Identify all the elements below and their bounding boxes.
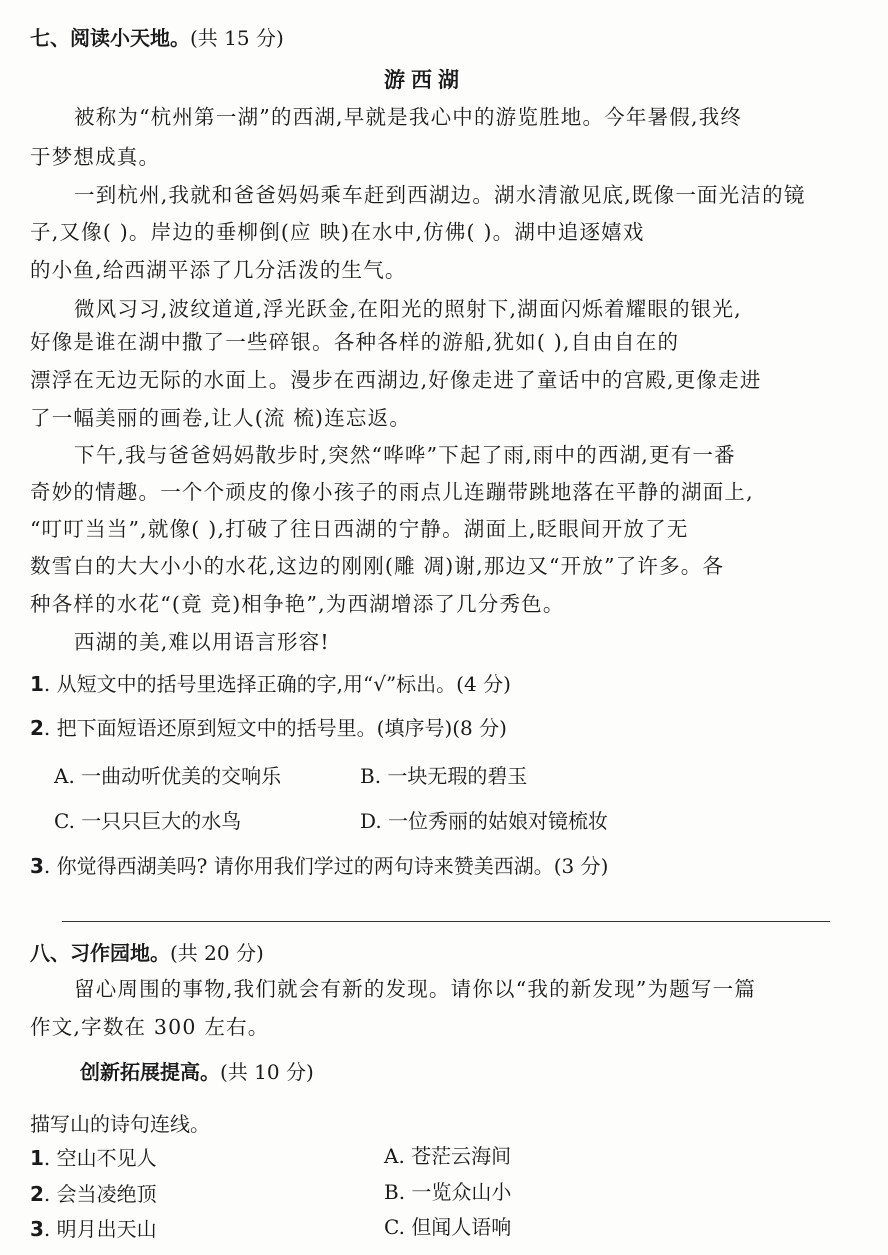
item-text: . 会当凌绝顶 [43,1182,157,1206]
passage-line: 种各样的水花“(竟 竞)相争艳”,为西湖增添了几分秀色。 [30,592,565,616]
question-number: 2 [30,716,44,740]
passage-line: 好像是谁在湖中撒了一些碎银。各种各样的游船,犹如( ),自由自在的 [30,330,680,354]
section-7-score: (共 15 分) [190,26,284,50]
passage-line: 西湖的美,难以用语言形容! [74,630,330,654]
essay-prompt-line: 作文,字数在 300 左右。 [30,1015,270,1039]
section-7-title: 七、阅读小天地。 [30,26,190,50]
section-8-score: (共 20 分) [170,941,264,965]
answer-line [62,921,830,922]
question-text: . 你觉得西湖美吗? 请你用我们学过的两句诗来赞美西湖。(3 分) [43,854,609,878]
question-1 [30,668,511,697]
passage-line: 了一幅美丽的画卷,让人(流 梳)连忘返。 [30,406,412,430]
extra-instruction: 描写山的诗句连线。 [30,1112,210,1136]
poem-left-2 [30,1178,157,1207]
section-8-title: 八、习作园地。 [30,941,170,965]
passage-line: 漂浮在无边无际的水面上。漫步在西湖边,好像走进了童话中的宫殿,更像走进 [30,368,762,392]
item-number: 3 [30,1217,44,1241]
item-number: 1 [30,1146,44,1170]
passage-line: 微风习习,波纹道道,浮光跃金,在阳光的照射下,湖面闪烁着耀眼的银光, [74,297,742,321]
extra-score: (共 10 分) [220,1060,314,1084]
option-a: A. 一曲动听优美的交响乐 [54,764,282,788]
question-3 [30,850,608,879]
passage-line: 于梦想成真。 [30,145,161,169]
question-text: . 把下面短语还原到短文中的括号里。(填序号)(8 分) [43,716,507,740]
passage-line: 下午,我与爸爸妈妈散步时,突然“哗哗”下起了雨,雨中的西湖,更有一番 [74,443,736,467]
section-7-heading [30,22,284,51]
item-text: . 明月出天山 [43,1217,157,1241]
poem-right-c: C. 但闻人语响 [384,1215,512,1239]
passage-line: 的小鱼,给西湖平添了几分活泼的生气。 [30,258,407,282]
question-number: 1 [30,672,44,696]
passage-line: 奇妙的情趣。一个个顽皮的像小孩子的雨点儿连蹦带跳地落在平静的湖面上, [30,480,754,504]
item-text: . 空山不见人 [43,1146,157,1170]
extra-title: 创新拓展提高。 [80,1060,220,1084]
poem-left-3 [30,1213,157,1242]
option-b: B. 一块无瑕的碧玉 [360,764,528,788]
passage-line: “叮叮当当”,就像( ),打破了往日西湖的宁静。湖面上,眨眼间开放了无 [30,517,689,541]
question-number: 3 [30,854,44,878]
passage-line: 数雪白的大大小小的水花,这边的刚刚(雕 凋)谢,那边又“开放”了许多。各 [30,554,725,578]
question-2 [30,712,507,741]
passage-line: 一到杭州,我就和爸爸妈妈乘车赶到西湖边。湖水清澈见底,既像一面光洁的镜 [74,183,806,207]
poem-right-a: A. 苍茫云海间 [384,1144,512,1168]
passage-line: 被称为“杭州第一湖”的西湖,早就是我心中的游览胜地。今年暑假,我终 [74,105,743,129]
section-8-heading [30,937,264,966]
option-d: D. 一位秀丽的姑娘对镜梳妆 [360,809,609,833]
essay-prompt-line: 留心周围的事物,我们就会有新的发现。请你以“我的新发现”为题写一篇 [74,977,757,1001]
option-c: C. 一只只巨大的水鸟 [54,809,242,833]
passage-line: 子,又像( )。岸边的垂柳倒(应 映)在水中,仿佛( )。湖中追逐嬉戏 [30,220,645,244]
item-number: 2 [30,1182,44,1206]
extra-heading [80,1056,314,1085]
poem-left-1 [30,1142,157,1171]
question-text: . 从短文中的括号里选择正确的字,用“√”标出。(4 分) [43,672,511,696]
passage-title: 游西湖 [384,68,465,92]
poem-right-b: B. 一览众山小 [384,1180,512,1204]
